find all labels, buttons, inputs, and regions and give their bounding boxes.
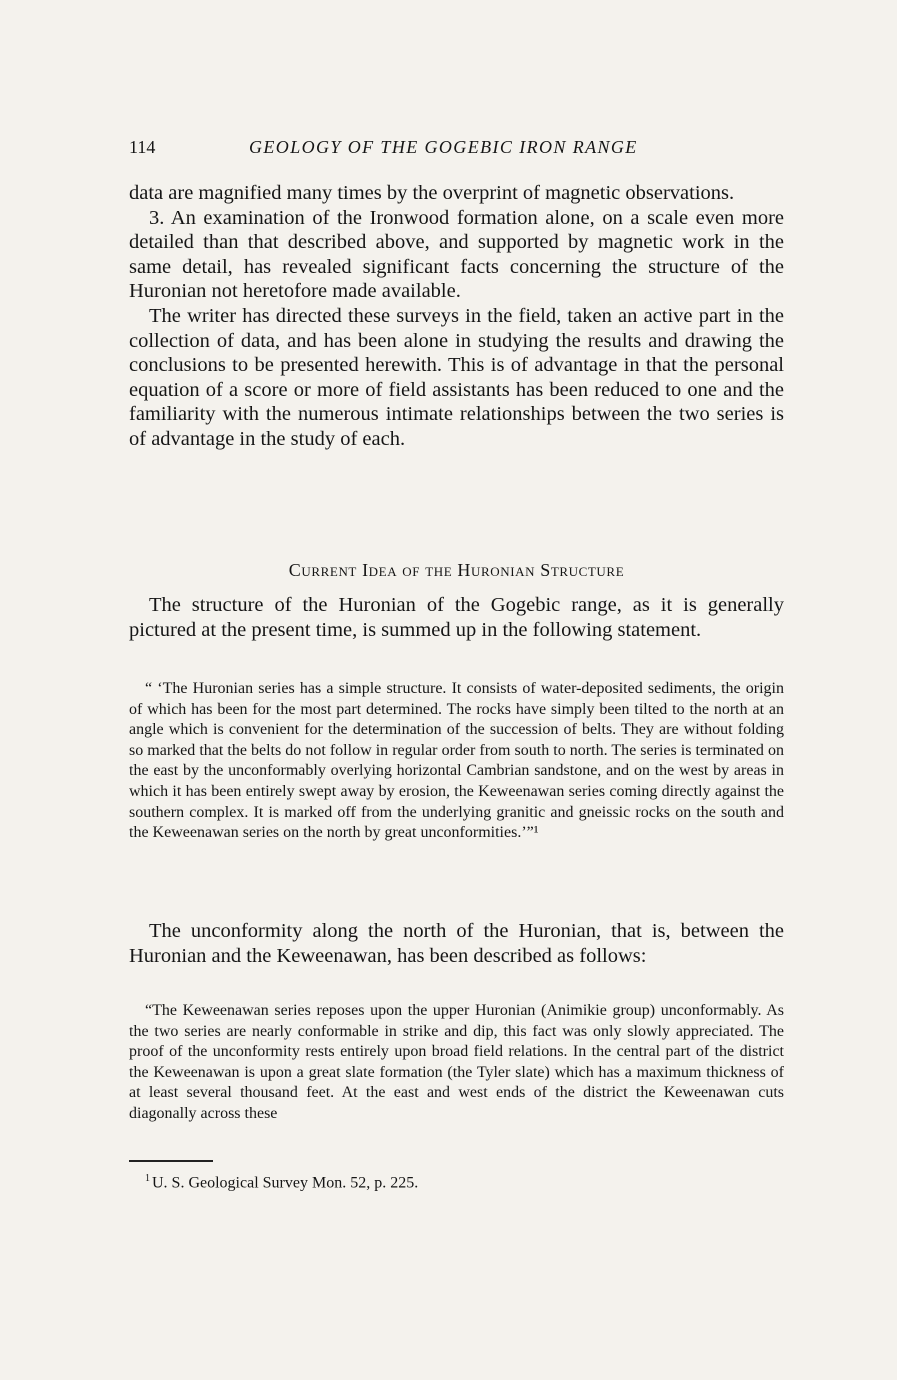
block-quote-keweenawan: [129, 1001, 784, 1125]
section-heading: Current Idea of the Huronian Structure: [288, 560, 625, 580]
intro-paragraph-block: [129, 593, 784, 642]
paragraph: The writer has directed these surveys in the field, taken an active part in the collection of data, and has been alone in studying the results and drawing the conclusions to be presented herewith. This is of advantage in that the personal equation of a score or more of field assistants has been reduced to one and the familiarity with the numerous intimate relationships between the two series is of advantage in the study of each.: [129, 304, 784, 450]
footnote-text: U. S. Geological Survey Mon. 52, p. 225.: [152, 1174, 419, 1192]
paragraph: data are magnified many times by the overprint of magnetic observations.: [129, 182, 735, 204]
paragraph: The unconformity along the north of the Huronian, that is, between the Huronian and the Keweenawan, has been described as follows:: [129, 920, 784, 967]
page-header: [129, 137, 784, 163]
quote-text: “ ‘The Huronian series has a simple structure. It consists of water-deposited sediments, the origin of which has been for the most part determined. The rocks have simply been tilted to the north at an angle which is convenient for the determination of the succession of belts. They are without folding so marked that the belts do not follow in regular order from south to north. The series is terminated on the east by the unconformably overlying horizontal Cambrian sandstone, and on the west by areas in which it has been entirely swept away by erosion, the Keweenawan series coming directly against the southern complex. It is marked off from the underlying granitic and gneissic rocks on the south and the Keweenawan series on the north by great unconformities.’”¹: [129, 680, 784, 842]
footnote-divider: [129, 1160, 213, 1162]
footnote-marker: 1: [145, 1173, 150, 1184]
running-title: GEOLOGY OF THE GOGEBIC IRON RANGE: [249, 137, 638, 157]
paragraph: The structure of the Huronian of the Gogebic range, as it is generally pictured at the present time, is summed up in the following statement.: [129, 594, 784, 641]
paragraph: 3. An examination of the Ironwood formation alone, on a scale even more detailed than that described above, and supported by magnetic work in the same detail, has revealed significant facts concerning the structure of the Huronian not heretofore made available.: [129, 206, 784, 303]
page-number: 114: [129, 137, 156, 157]
footnote: [145, 1173, 418, 1192]
block-quote-huronian: [129, 679, 784, 844]
unconformity-paragraph-block: [129, 919, 784, 968]
quote-text: “The Keweenawan series reposes upon the upper Huronian (Animikie group) unconformably. As the two series are nearly conformable in strike and dip, this fact was only slowly appreciated. The proof of the unconformity rests entirely upon broad field relations. In the central part of the district the Keweenawan is upon a great slate formation (the Tyler slate) which has a maximum thickness of at least several thousand feet. At the east and west ends of the district the Keweenawan cuts diagonally across these: [129, 1002, 784, 1122]
body-text-top: [129, 181, 784, 452]
